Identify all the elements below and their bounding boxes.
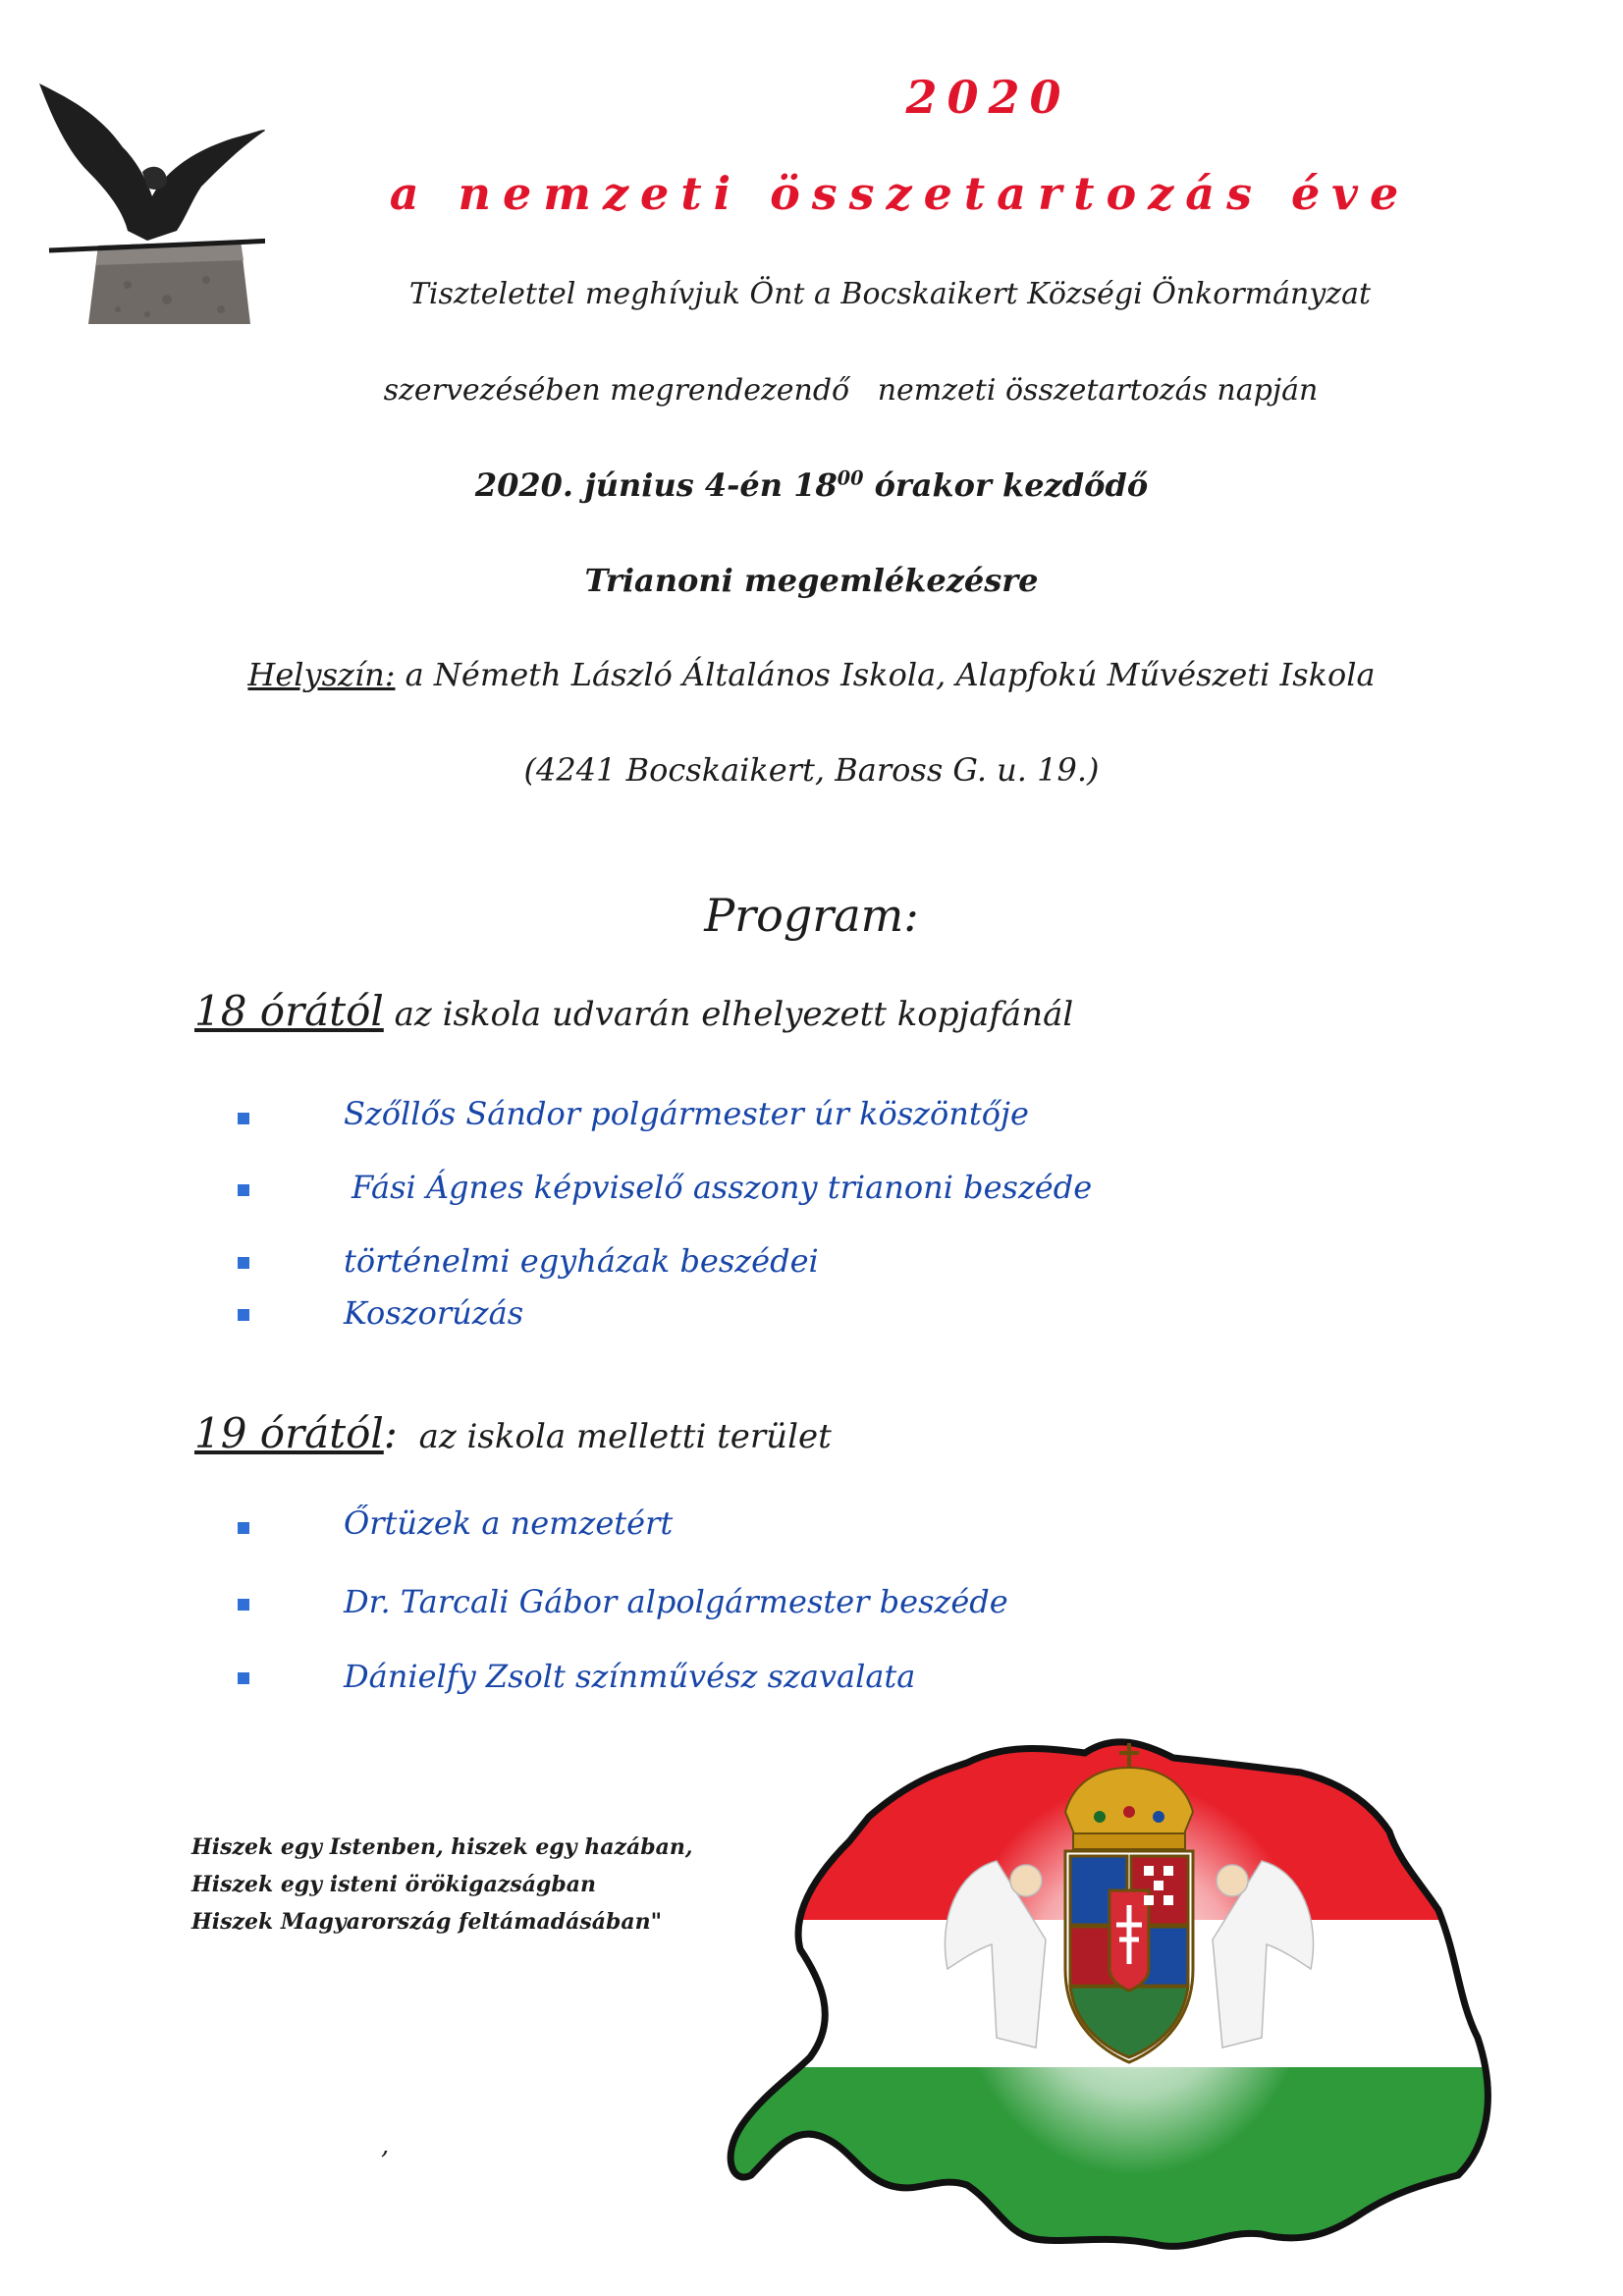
event-name: Trianoni megemlékezésre	[584, 562, 1039, 599]
year-title: 2020	[905, 71, 1071, 124]
invitation-line-1: Tisztelettel meghívjuk Önt a Bocskaikert Községi Önkormányzat	[408, 277, 1372, 311]
section-1-place: az iskola udvarán elhelyezett kopjafánál	[383, 995, 1074, 1034]
invitation-line-2: szervezésében megrendezendő nemzeti összetartozás napján	[383, 373, 1319, 408]
bullet-icon	[238, 1672, 249, 1684]
section-2-colon: :	[383, 1409, 398, 1457]
bullet-icon	[238, 1309, 249, 1321]
section-2-time: 19 órától	[194, 1409, 384, 1457]
venue-address: (4241 Bocskaikert, Baross G. u. 19.)	[523, 751, 1100, 789]
bullet-icon	[238, 1599, 249, 1611]
creed-line: Hiszek egy isteni örökigazságban	[191, 1872, 596, 1897]
program-section-2-header	[194, 1409, 832, 1457]
bullet-icon	[238, 1257, 249, 1269]
venue-line	[0, 656, 1623, 693]
event-date	[0, 466, 1623, 504]
bullet-icon	[238, 1113, 249, 1124]
program-section-1-header	[194, 987, 1073, 1035]
greater-hungary-flag-map-image	[712, 1723, 1527, 2273]
event-date-tail: órakor kezdődő	[863, 466, 1149, 504]
section-1-time: 18 órától	[194, 987, 384, 1035]
venue-name: a Németh László Általános Iskola, Alapfokú Művészeti Iskola	[395, 656, 1376, 693]
program-item: történelmi egyházak beszédei	[344, 1242, 819, 1280]
program-item: Dr. Tarcali Gábor alpolgármester beszéde	[344, 1583, 1008, 1620]
program-item: Szőllős Sándor polgármester úr köszöntője	[344, 1095, 1029, 1132]
program-item: Fási Ágnes képviselő asszony trianoni beszéde	[352, 1169, 1093, 1206]
event-date-minutes: 00	[837, 466, 864, 490]
program-item: Dánielfy Zsolt színművész szavalata	[344, 1658, 916, 1695]
stray-mark: ,	[381, 2131, 390, 2160]
bullet-icon	[238, 1184, 249, 1196]
program-heading: Program:	[704, 889, 919, 942]
program-item: Koszorúzás	[344, 1294, 524, 1332]
subtitle: a nemzeti összetartozás éve	[389, 167, 1411, 220]
venue-label: Helyszín:	[247, 656, 396, 693]
event-date-main: 2020. június 4-én 18	[474, 466, 838, 504]
creed-line: Hiszek egy Istenben, hiszek egy hazában,	[191, 1834, 693, 1860]
program-item: Őrtüzek a nemzetért	[344, 1504, 674, 1542]
creed-line: Hiszek Magyarország feltámadásában"	[191, 1909, 663, 1935]
bullet-icon	[238, 1522, 249, 1534]
section-2-place: az iskola melletti terület	[397, 1417, 832, 1456]
